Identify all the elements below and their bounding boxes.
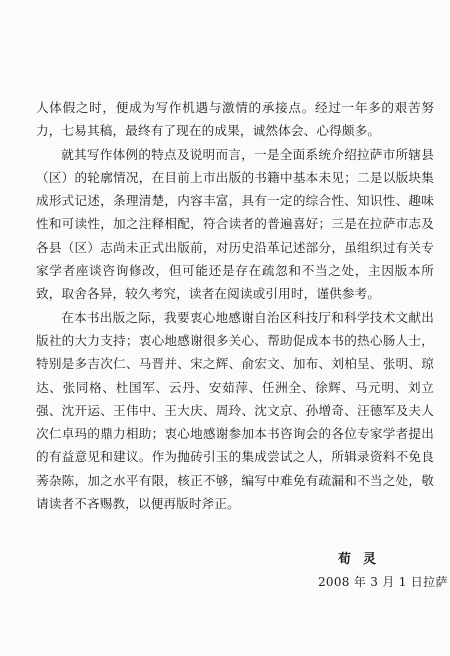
paragraph-continuation: 人体假之时，便成为写作机遇与激情的承接点。经过一年多的艰苦努力，七易其稿，最终有了现在的成果，诚然体会、心得颇多。	[36, 100, 434, 139]
signature-date: 2008 年 3 月 1 日拉萨	[318, 575, 448, 589]
body-text	[36, 96, 434, 515]
paragraph-acknowledgements: 在本书出版之际，我要衷心地感谢自治区科技厅和科学技术文献出版社的大力支持；衷心地感谢很多关心、帮助促成本书的热心肠人士，特别是多吉次仁、马晋并、宋之辉、俞宏文、加布、刘柏呈、张明、琼达、张同格、杜国军、云丹、安茹萍、任洲全、徐辉、马元明、刘立强、沈开运、王伟中、王大庆、周玲、沈文京、孙增奇、汪德军及夫人次仁卓玛的鼎力相助；衷心地感谢参加本书咨询会的各位专家学者提出的有益意见和建议。作为抛砖引玉的集成尝试之人，所辑录资料不免良莠杂陈，加之水平有限，核正不够，编写中难免有疏漏和不当之处，敬请读者不吝赐教，以便再版时斧正。	[36, 309, 434, 512]
paragraph-writing-style: 就其写作体例的特点及说明而言，一是全面系统介绍拉萨市所辖县（区）的轮廓情况，在目前上市出版的书籍中基本未见；二是以版块集成形式记述，条理清楚，内容丰富，具有一定的综合性、知识性、趣味性和可读性，加之注释相配，符合读者的普遍喜好；三是在拉萨市志及各县（区）志尚未正式出版前，对历史沿革记述部分，虽组织过有关专家学者座谈咨询修改，但可能还是存在疏忽和不当之处，主因版本所致，取舍各异，较久考究，读者在阅读或引用时，谨供参考。	[36, 146, 434, 302]
author-signature: 荀灵	[338, 552, 389, 567]
